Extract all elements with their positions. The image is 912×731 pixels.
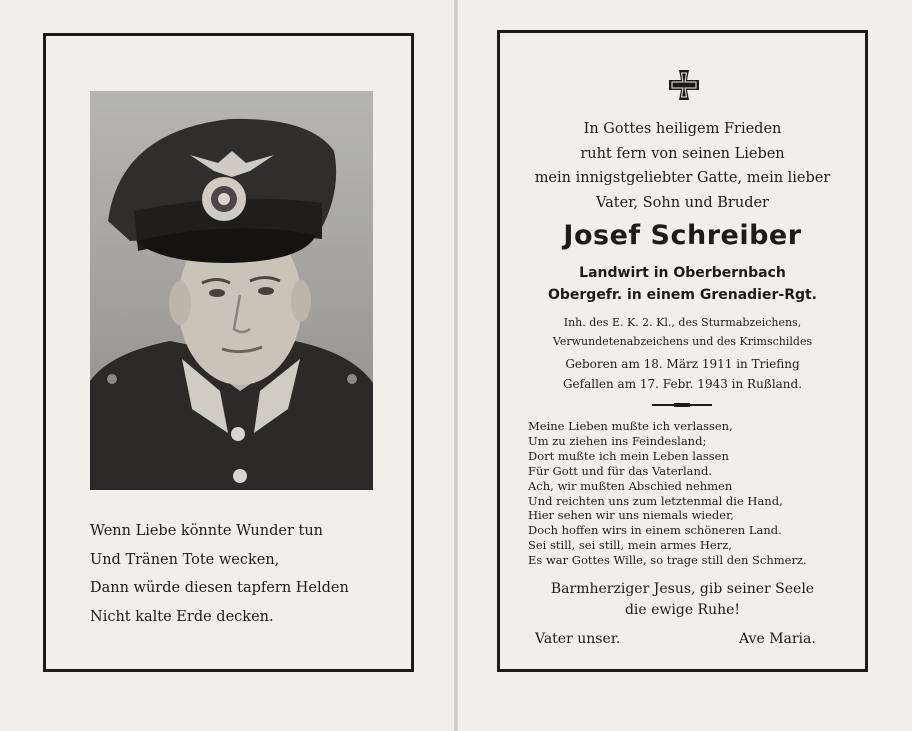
prayer [500, 579, 865, 621]
card-fold [454, 0, 458, 731]
left-poem-line: Wenn Liebe könnte Wunder tun [90, 523, 324, 539]
memorial-intro [500, 117, 865, 215]
left-card-frame [43, 33, 414, 672]
right-poem-line: Sei still, sei still, mein armes Herz, [528, 538, 732, 553]
footer-vater-unser: Vater unser. [535, 631, 621, 647]
intro-line: In Gottes heiligem Frieden [583, 121, 782, 137]
right-poem-line: Ach, wir mußten Abschied nehmen [528, 478, 733, 493]
right-poem-line: Und reichten uns zum letztenmal die Hand, [528, 493, 783, 508]
soldier-portrait-photo [90, 91, 373, 490]
right-poem-line: Es war Gottes Wille, so trage still den Schmerz. [528, 553, 807, 568]
left-poem-line: Nicht kalte Erde decken. [90, 608, 274, 625]
prayer-line: die ewige Ruhe! [624, 602, 741, 618]
right-poem-line: Um zu ziehen ins Feindesland; [528, 433, 707, 448]
intro-line: mein innigstgeliebter Gatte, mein lieber [534, 170, 831, 186]
death-date: Gefallen am 17. Febr. 1943 in Rußland. [562, 377, 803, 391]
right-poem-line: Für Gott und für das Vaterland. [528, 463, 712, 478]
decoration-line: Inh. des E. K. 2. Kl., des Sturmabzeichens, [563, 316, 802, 329]
divider [652, 404, 712, 406]
intro-line: ruht fern von seinen Lieben [580, 145, 785, 162]
right-poem-line: Dort mußte ich mein Leben lassen [528, 448, 729, 463]
right-poem-line: Hier sehen wir uns niemals wieder, [528, 508, 734, 523]
right-poem-line: Doch hoffen wirs in einem schöneren Land. [528, 523, 782, 538]
right-card-frame [497, 30, 868, 672]
footer-ave-maria: Ave Maria. [739, 631, 816, 647]
decoration-line: Verwundetenabzeichens und des Krimschildes [552, 335, 813, 348]
military-rank: Obergefr. in einem Grenadier-Rgt. [547, 287, 818, 303]
iron-cross-icon [667, 68, 701, 102]
birth-date: Geboren am 18. März 1911 in Triefing [565, 357, 800, 371]
prayer-line: Barmherziger Jesus, gib seiner Seele [550, 581, 815, 597]
decorations [500, 313, 865, 351]
left-poem-line: Und Tränen Tote wecken, [90, 551, 280, 568]
intro-line: Vater, Sohn und Bruder [596, 194, 769, 211]
left-poem [90, 517, 390, 631]
right-poem-line: Meine Lieben mußte ich verlassen, [528, 419, 733, 433]
occupation: Landwirt in Oberbernbach [579, 265, 786, 281]
deceased-name: Josef Schreiber [563, 220, 802, 251]
left-poem-line: Dann würde diesen tapfern Helden [90, 580, 349, 596]
portrait-image [90, 91, 373, 490]
right-poem [528, 419, 807, 568]
life-dates [500, 354, 865, 394]
